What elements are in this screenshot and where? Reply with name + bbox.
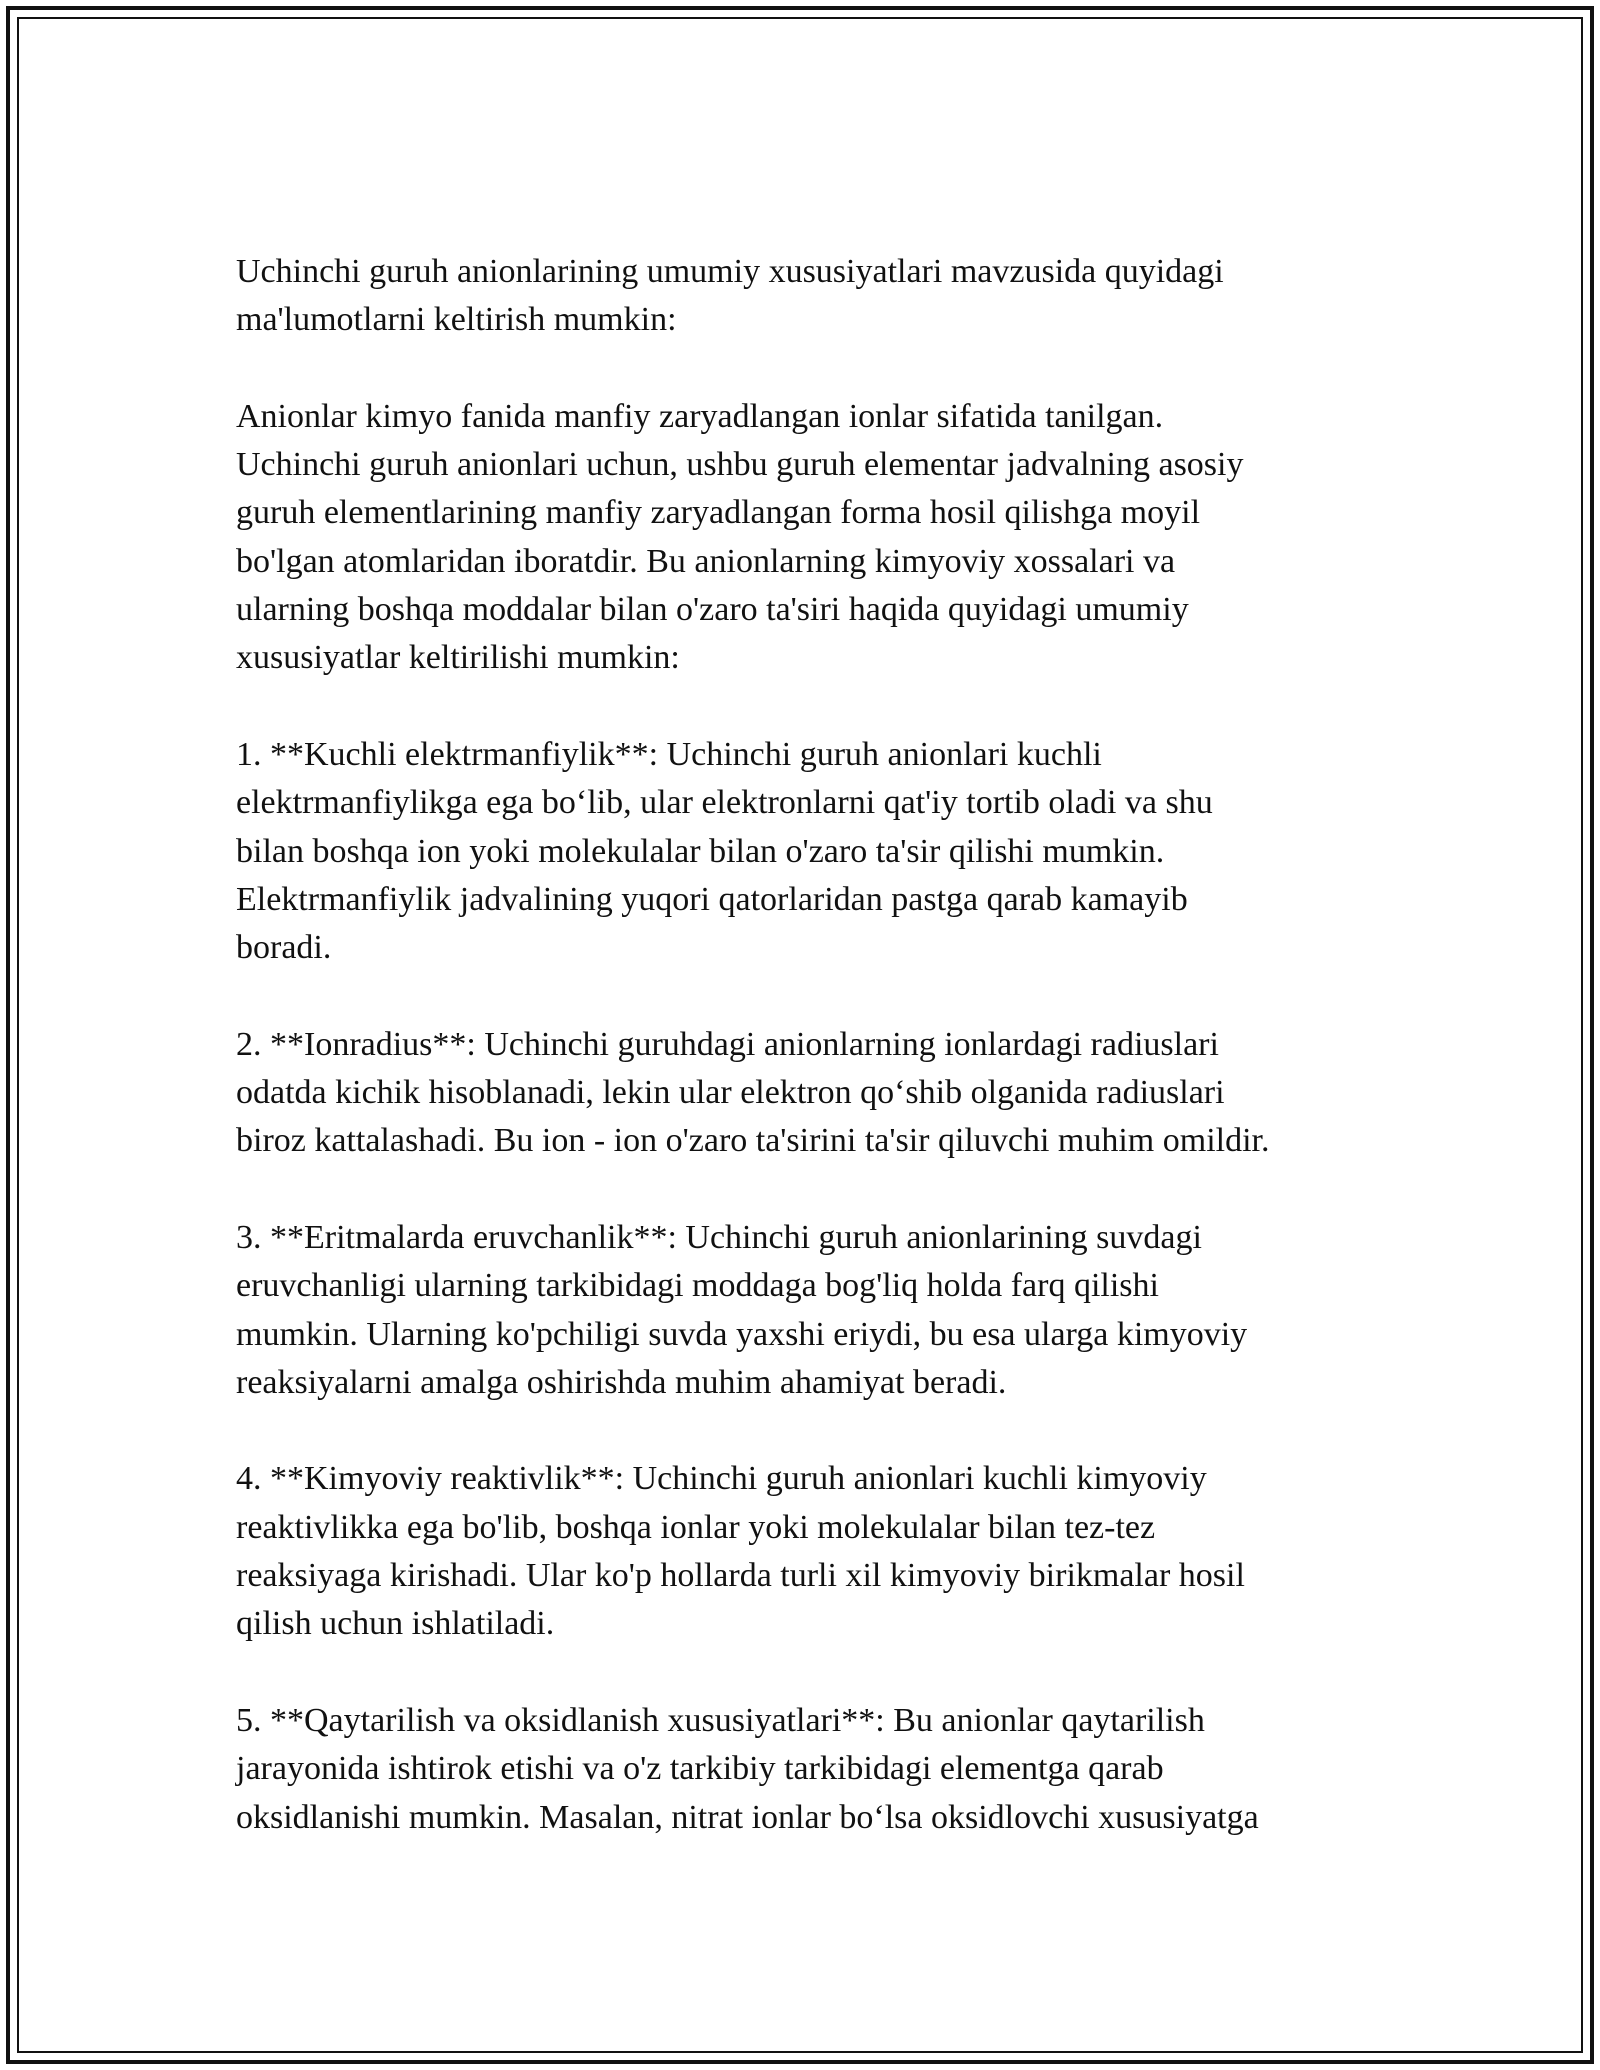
list-item-redox: 5. **Qaytarilish va oksidlanish xususiyatlari**: Bu anionlar qaytarilish jarayonida ishtirok etishi va o'z tarkibiy tarkibidagi elementga qarab oksidlanishi mumkin. Masalan, nitrat ionlar bo‘lsa oksidlovchi xususiyatga [236, 1701, 1259, 1836]
list-item-electronegativity: 1. **Kuchli elektrmanfiylik**: Uchinchi guruh anionlari kuchli elektrmanfiylikga ega bo‘lib, ular elektronlarni qat'iy tortib oladi va shu bilan boshqa ion yoki molekulalar bilan o'zaro ta'sir qilishi mumkin. Elektrmanfiylik jadvalining yuqori qatorlaridan pastga qarab kamayib boradi. [236, 735, 1213, 967]
list-item-reactivity: 4. **Kimyoviy reaktivlik**: Uchinchi guruh anionlari kuchli kimyoviy reaktivlikka ega bo'lib, boshqa ionlar yoki molekulalar bilan tez-tez reaksiyaga kirishadi. Ular ko'p hollarda turli xil kimyoviy birikmalar hosil qilish uchun ishlatiladi. [236, 1460, 1245, 1643]
document-body [236, 248, 1356, 1842]
intro-paragraph: Uchinchi guruh anionlarining umumiy xususiyatlari mavzusida quyidagi ma'lumotlarni keltirish mumkin: [236, 253, 1224, 339]
list-item-solubility: 3. **Eritmalarda eruvchanlik**: Uchinchi guruh anionlarining suvdagi eruvchanligi ularning tarkibidagi moddaga bog'liq holda farq qilishi mumkin. Ularning ko'pchiligi suvda yaxshi eriydi, bu esa ularga kimyoviy reaksiyalarni amalga oshirishda muhim ahamiyat beradi. [236, 1218, 1248, 1401]
anion-definition-paragraph: Anionlar kimyo fanida manfiy zaryadlangan ionlar sifatida tanilgan. Uchinchi guruh anionlari uchun, ushbu guruh elementar jadvalning asosiy guruh elementlarining manfiy zaryadlangan forma hosil qilishga moyil bo'lgan atomlaridan iboratdir. Bu anionlarning kimyoviy xossalari va ularning boshqa moddalar bilan o'zaro ta'siri haqida quyidagi umumiy xususiyatlar keltirilishi mumkin: [236, 397, 1244, 677]
list-item-ion-radius: 2. **Ionradius**: Uchinchi guruhdagi anionlarning ionlardagi radiuslari odatda kichik hisoblanadi, lekin ular elektron qo‘shib olganida radiuslari biroz kattalashadi. Bu ion - ion o'zaro ta'sirini ta'sir qiluvchi muhim omildir. [236, 1025, 1270, 1160]
